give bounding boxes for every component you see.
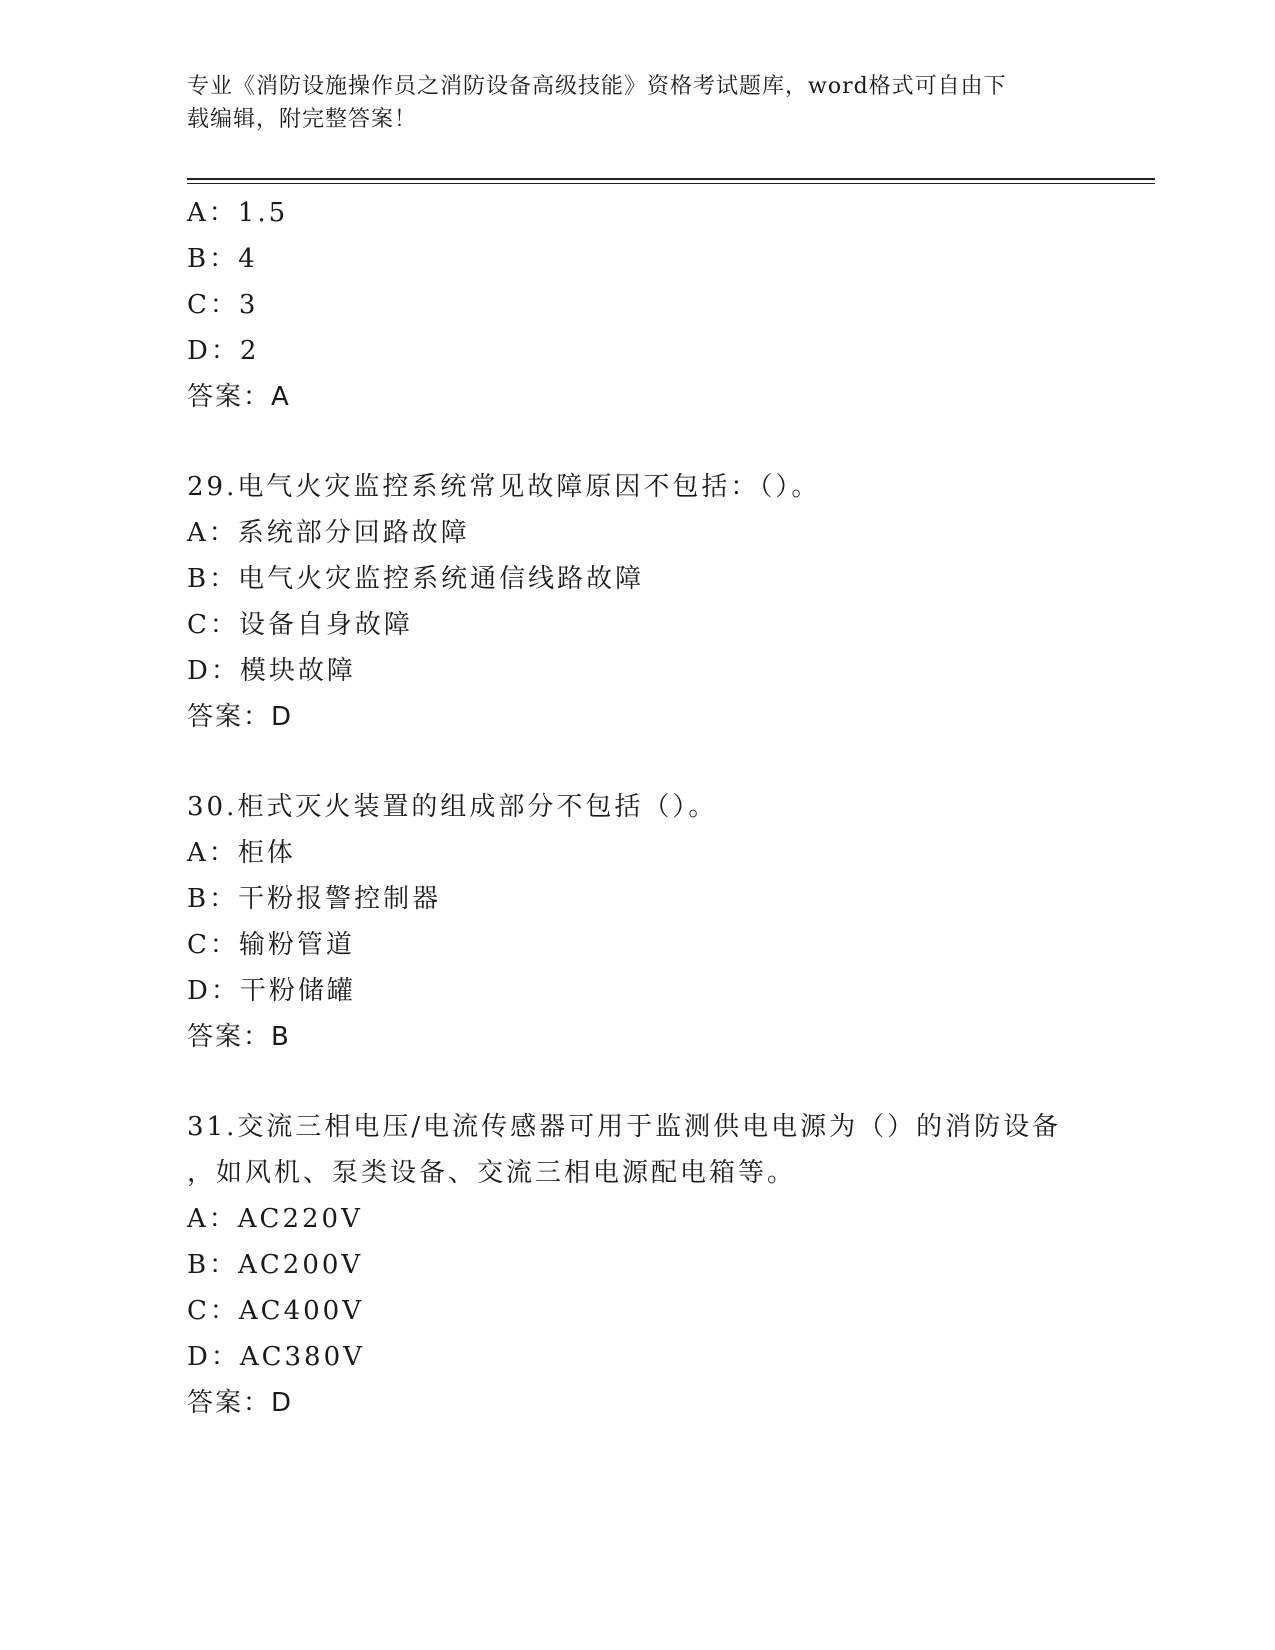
option-c: C：设备自身故障 <box>187 610 413 640</box>
option-a: A：柜体 <box>187 838 296 868</box>
header-line-1: 专业《消防设施操作员之消防设备高级技能》资格考试题库，word格式可自由下 <box>187 74 1007 99</box>
answer: 答案：B <box>187 1022 291 1052</box>
option-b: B：AC200V <box>187 1250 364 1280</box>
question-30 <box>187 784 1087 1060</box>
header-divider-thin <box>187 183 1155 184</box>
answer: 答案：D <box>187 702 294 732</box>
option-a: A：AC220V <box>187 1204 363 1234</box>
header-divider-thick <box>187 178 1155 180</box>
option-d: D：模块故障 <box>187 656 356 686</box>
answer: 答案：D <box>187 1388 294 1418</box>
question-text: 29.电气火灾监控系统常见故障原因不包括：（）。 <box>187 472 821 502</box>
question-31 <box>187 1104 1087 1426</box>
spacer <box>187 740 1087 784</box>
option-d: D：2 <box>187 336 260 366</box>
option-c: C：输粉管道 <box>187 930 355 960</box>
option-b: B：干粉报警控制器 <box>187 884 442 914</box>
option-b: B：4 <box>187 244 258 274</box>
question-text-line-2: ，如风机、泵类设备、交流三相电源配电箱等。 <box>187 1158 797 1188</box>
option-b: B：电气火灾监控系统通信线路故障 <box>187 564 645 594</box>
question-29 <box>187 464 1087 740</box>
option-a: A：1.5 <box>187 198 289 228</box>
spacer <box>187 1060 1087 1104</box>
question-28 <box>187 190 1087 420</box>
option-c: C：3 <box>187 290 259 320</box>
question-text-line-1: 31.交流三相电压/电流传感器可用于监测供电电源为（）的消防设备 <box>187 1112 1062 1142</box>
option-d: D：干粉储罐 <box>187 976 356 1006</box>
question-text: 30.柜式灭火装置的组成部分不包括（）。 <box>187 792 718 822</box>
option-a: A：系统部分回路故障 <box>187 518 470 548</box>
option-d: D：AC380V <box>187 1342 365 1372</box>
header-line-2: 载编辑，附完整答案！ <box>187 107 418 132</box>
question-list <box>187 190 1087 1426</box>
spacer <box>187 420 1087 464</box>
option-c: C：AC400V <box>187 1296 364 1326</box>
document-header <box>187 70 1067 136</box>
answer: 答案：A <box>187 382 291 412</box>
